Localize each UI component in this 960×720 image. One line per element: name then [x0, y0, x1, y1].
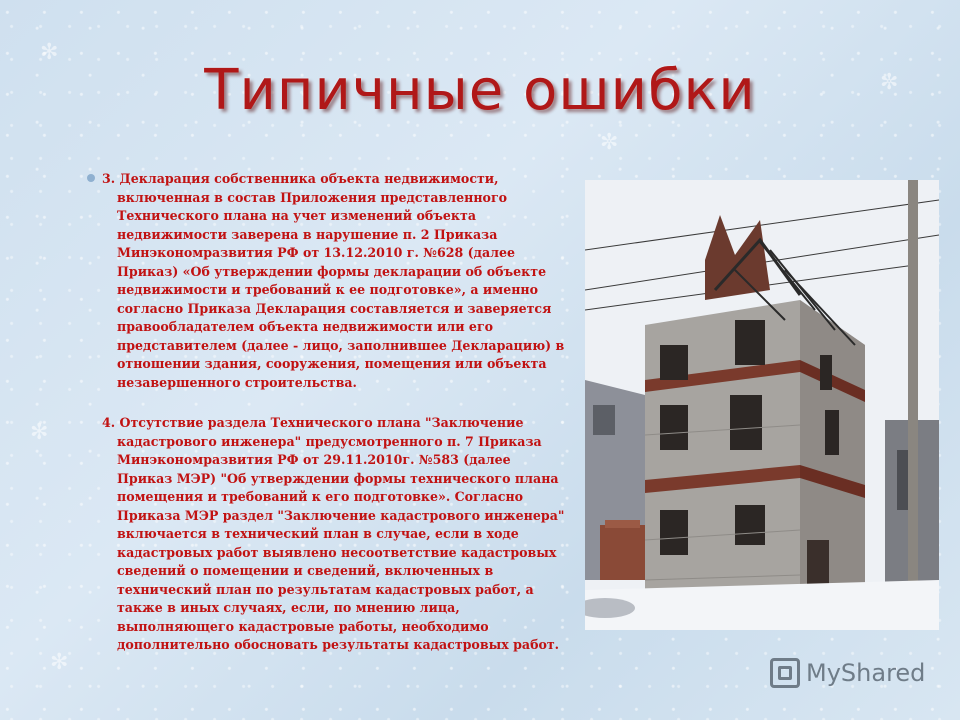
- logo-icon: [770, 658, 800, 688]
- slide-title: Типичные ошибки: [204, 58, 756, 123]
- building-illustration: [585, 180, 939, 630]
- watermark-logo: [770, 655, 925, 691]
- snowflake-icon: ✻: [50, 650, 69, 675]
- building-photo: [585, 180, 939, 630]
- watermark-text: MyShared: [806, 659, 926, 687]
- paragraph-text: 3. Декларация собственника объекта недвижимости, включенная в состав Приложения представленного Технического плана на учет изменений объекта недвижимости заверена в нарушение п. 2 Приказа Минэкономразвития РФ от 13.12.2010 г. №628 (далее Приказ) «Об утверждении формы декларации об объекте недвижимости и требований к ее подготовке», а именно согласно Приказа Декларация составляется и заверяется правообладателем объекта недвижимости или его представителем (далее - лицо, заполнившее Декларацию) в отношении здания, сооружения, помещения или объекта незавершенного строительства.: [102, 171, 565, 390]
- snowflake-icon: ✻: [30, 420, 49, 445]
- paragraph-text: 4. Отсутствие раздела Технического плана "Заключение кадастрового инженера" предусмотренного п. 7 Приказа Минэкономразвития РФ от 29.11.2010г. №583 (далее Приказ МЭР) "Об утверждении формы технического плана помещения и требований к его подготовке». Согласно Приказа МЭР раздел "Заключение кадастрового инженера" включается в технический план в случае, если в ходе кадастровых работ выявлено несоответствие кадастровых сведений о помещении и сведений, включенных в технический план по результатам кадастровых работ, а также в иных случаях, если, по мнению лица, выполняющего кадастровые работы, необходимо дополнительно обосновать результаты кадастровых работ.: [102, 415, 565, 652]
- snowflake-icon: ✼: [880, 70, 899, 95]
- paragraph-item: [95, 170, 565, 392]
- paragraph-item: [95, 414, 565, 655]
- slide-body: [95, 170, 565, 677]
- snowflake-icon: ✼: [600, 130, 619, 155]
- snowflake-icon: ✻: [40, 40, 59, 65]
- bullet-icon: [87, 174, 95, 182]
